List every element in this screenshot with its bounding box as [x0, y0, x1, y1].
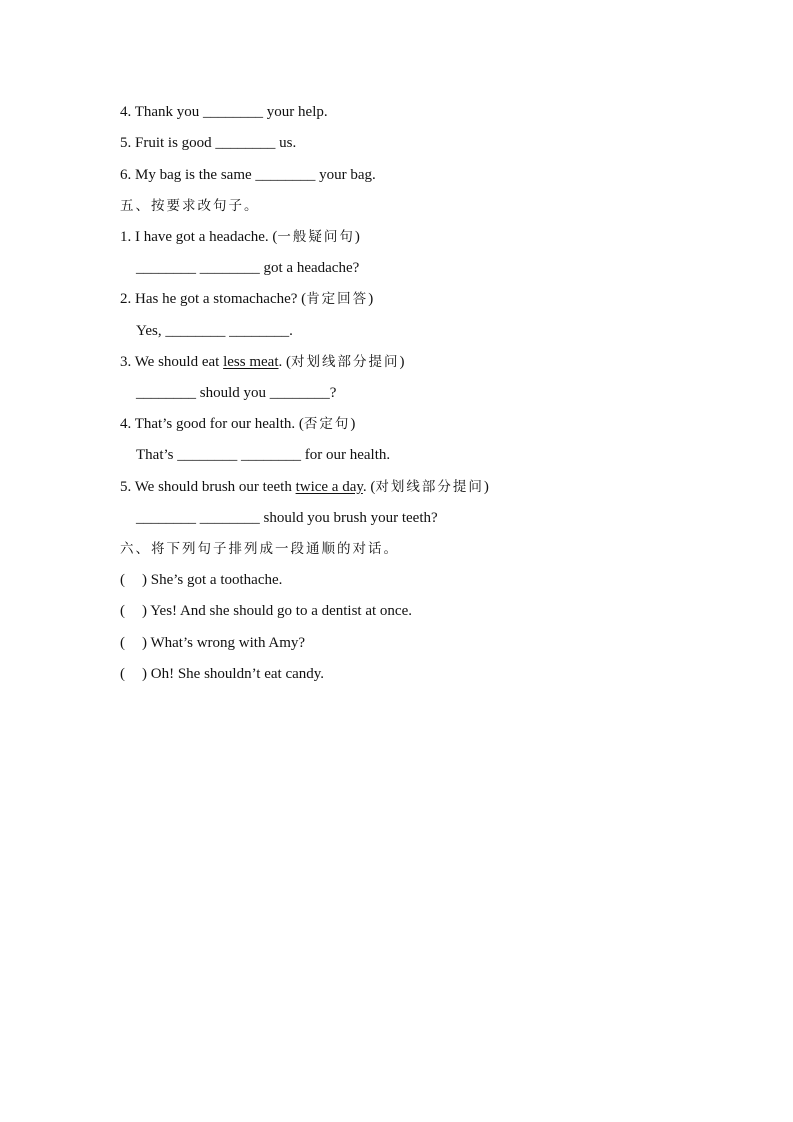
- answer-bracket-open: (: [120, 572, 125, 588]
- instruction-note: 对划线部分提问: [291, 354, 400, 370]
- instruction-note: 否定句: [303, 416, 351, 432]
- answer-bracket-close: ): [142, 635, 147, 651]
- exercise-5-2: [120, 289, 373, 309]
- close-paren: ): [483, 479, 489, 495]
- question-text: 4. That’s good for our health. (: [120, 416, 304, 432]
- exercise-5-1: [120, 227, 360, 247]
- dialogue-item: [120, 664, 324, 684]
- answer-bracket-close: ): [142, 666, 147, 682]
- answer-bracket-open: (: [120, 635, 125, 651]
- dialogue-sentence: Yes! And she should go to a dentist at once.: [150, 603, 412, 619]
- instruction-note: 对划线部分提问: [375, 479, 484, 495]
- dialogue-item: [120, 633, 305, 653]
- question-text: 5. We should brush our teeth: [120, 479, 296, 495]
- close-paren: ): [354, 229, 360, 245]
- answer-bracket-close: ): [142, 603, 147, 619]
- question-text-after: . (: [278, 354, 291, 370]
- answer-line-5-3: ________ should you ________?: [136, 385, 337, 401]
- dialogue-sentence: What’s wrong with Amy?: [150, 635, 306, 651]
- underlined-phrase: twice a day: [295, 479, 363, 495]
- exercise-5-4: [120, 414, 355, 434]
- question-text: 1. I have got a headache. (: [120, 229, 278, 245]
- answer-bracket-open: (: [120, 666, 125, 682]
- exercise-4-5: 5. Fruit is good ________ us.: [120, 135, 297, 151]
- section-6-heading: 六、将下列句子排列成一段通顺的对话。: [120, 541, 399, 557]
- instruction-note: 一般疑问句: [277, 229, 355, 245]
- close-paren: ): [350, 416, 356, 432]
- close-paren: ): [399, 354, 405, 370]
- answer-bracket-close: ): [142, 572, 147, 588]
- dialogue-sentence: She’s got a toothache.: [150, 572, 283, 588]
- dialogue-item: [120, 570, 282, 590]
- dialogue-sentence: Oh! She shouldn’t eat candy.: [150, 666, 325, 682]
- instruction-note: 肯定回答: [306, 291, 369, 307]
- exercise-4-6: 6. My bag is the same ________ your bag.: [120, 167, 376, 183]
- question-text: 3. We should eat: [120, 354, 224, 370]
- section-5-heading: 五、按要求改句子。: [120, 198, 260, 214]
- answer-bracket-open: (: [120, 603, 125, 619]
- exercise-5-3: [120, 352, 405, 372]
- close-paren: ): [368, 291, 374, 307]
- answer-line-5-4: That’s ________ ________ for our health.: [136, 447, 391, 463]
- exercise-4-4: 4. Thank you ________ your help.: [120, 104, 328, 120]
- answer-line-5-2: Yes, ________ ________.: [136, 323, 293, 339]
- question-text-after: . (: [362, 479, 376, 495]
- question-text: 2. Has he got a stomachache? (: [120, 291, 307, 307]
- exercise-5-5: [120, 477, 489, 497]
- dialogue-item: [120, 601, 412, 621]
- underlined-phrase: less meat: [223, 354, 279, 370]
- answer-line-5-5: ________ ________ should you brush your teeth?: [136, 510, 438, 526]
- answer-line-5-1: ________ ________ got a headache?: [136, 260, 360, 276]
